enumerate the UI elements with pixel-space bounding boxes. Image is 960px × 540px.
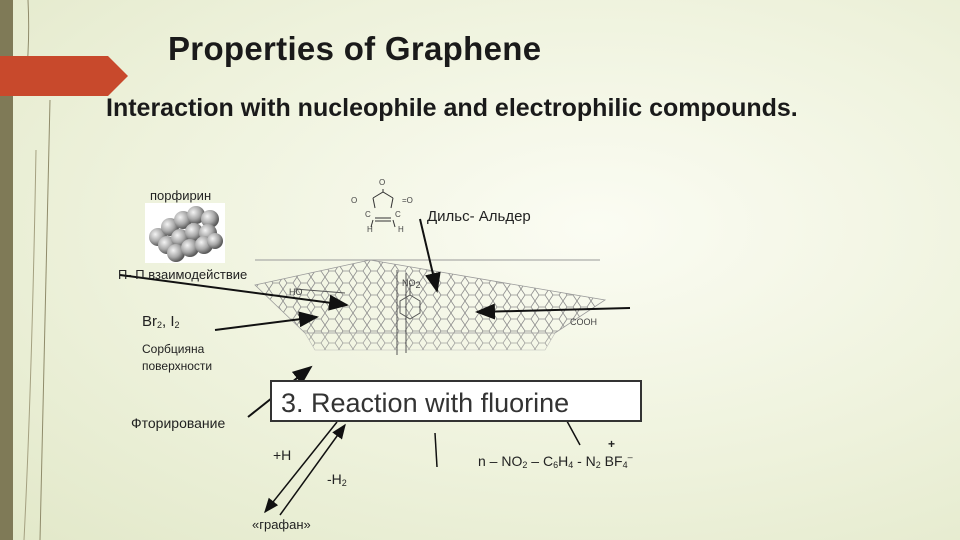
graphane-label: «графан» bbox=[252, 517, 311, 532]
hydrogen-add-label: +H bbox=[273, 447, 292, 463]
halogen-label: $Br_2$, $I_2$ bbox=[142, 313, 180, 330]
hydroxyl-label: HO bbox=[289, 287, 303, 297]
maleic-c-left: C bbox=[365, 210, 371, 219]
maleic-h-right: H bbox=[398, 225, 404, 234]
fluorine-reaction-box: 3. Reaction with fluorine bbox=[270, 380, 642, 422]
maleic-o-left: O bbox=[351, 196, 358, 205]
nitro-label: NO2 bbox=[402, 278, 421, 290]
maleic-h-left: H bbox=[367, 225, 373, 234]
diazonium-formula: n – $NO_2 - C_6H_4 - N_2$ $BF_4^-$ bbox=[478, 452, 633, 470]
sorption-label-line1: Сорбцияна bbox=[142, 342, 205, 356]
arrow-dehydrogenation bbox=[280, 425, 345, 515]
slide-subtitle: Interaction with nucleophile and electrophilic compounds. bbox=[106, 94, 798, 122]
porphyrin-molecule bbox=[145, 203, 225, 263]
hydrogen-remove-label: $-H_2$ bbox=[327, 471, 347, 488]
diagram-graphics bbox=[115, 175, 675, 537]
carboxyl-label: COOH bbox=[570, 317, 597, 327]
maleic-c-right: C bbox=[395, 210, 401, 219]
maleic-anhydride-structure bbox=[371, 189, 395, 227]
slide-title: Properties of Graphene bbox=[168, 30, 542, 67]
arrow-diazonium-down bbox=[435, 433, 437, 467]
diels-alder-label: Дильс- Альдер bbox=[427, 208, 531, 225]
arrow-hydrogenation bbox=[265, 422, 337, 512]
maleic-o-top: O bbox=[379, 178, 386, 187]
porphyrin-label: порфирин bbox=[150, 188, 212, 203]
graphene-reactions-diagram bbox=[115, 175, 675, 537]
maleic-o-right: =O bbox=[402, 196, 413, 205]
sorption-label-line2: поверхности bbox=[142, 359, 213, 373]
pi-pi-interaction-label: П- П взаимодействие bbox=[118, 267, 248, 282]
graphene-sheet bbox=[255, 260, 605, 333]
title-accent-arrow bbox=[0, 56, 128, 96]
fluorination-label: Фторирование bbox=[131, 415, 226, 431]
diazonium-plus-sign: + bbox=[608, 437, 616, 451]
